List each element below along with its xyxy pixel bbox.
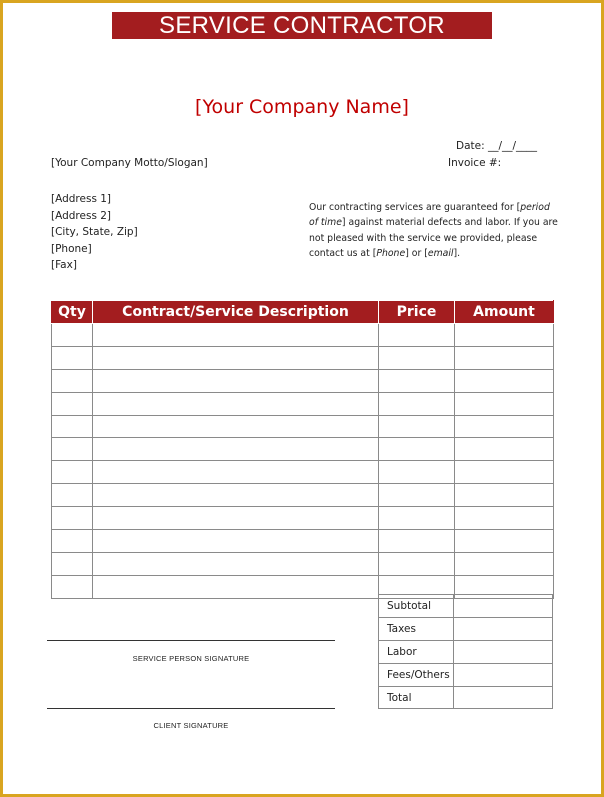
totals-label: Labor bbox=[379, 640, 454, 663]
totals-row bbox=[379, 595, 553, 618]
amount-cell[interactable] bbox=[455, 346, 554, 369]
description-cell[interactable] bbox=[93, 324, 379, 347]
description-cell[interactable] bbox=[93, 461, 379, 484]
price-cell[interactable] bbox=[379, 552, 455, 575]
description-cell[interactable] bbox=[93, 438, 379, 461]
totals-label: Taxes bbox=[379, 617, 454, 640]
totals-table bbox=[378, 594, 553, 709]
table-row bbox=[52, 369, 554, 392]
table-row bbox=[52, 346, 554, 369]
totals-value-cell[interactable] bbox=[454, 595, 553, 618]
guarantee-text: Our contracting services are guaranteed for [period of time] against material defects and labor. If you are not pleased with the service we provided, please contact us at [Phone] or [email]. bbox=[309, 202, 558, 260]
table-row bbox=[52, 324, 554, 347]
amount-cell[interactable] bbox=[455, 530, 554, 553]
amount-cell[interactable] bbox=[455, 438, 554, 461]
amount-cell[interactable] bbox=[455, 324, 554, 347]
header-description: Contract/Service Description bbox=[93, 301, 379, 324]
qty-cell[interactable] bbox=[52, 507, 93, 530]
totals-row bbox=[379, 686, 553, 709]
service-signature-label: SERVICE PERSON SIGNATURE bbox=[132, 654, 250, 663]
header-amount: Amount bbox=[455, 301, 554, 324]
address-city-state-zip: [City, State, Zip] bbox=[51, 226, 138, 239]
price-cell[interactable] bbox=[379, 438, 455, 461]
table-row bbox=[52, 461, 554, 484]
qty-cell[interactable] bbox=[52, 484, 93, 507]
totals-value-cell[interactable] bbox=[454, 640, 553, 663]
client-signature-line[interactable] bbox=[47, 708, 335, 709]
totals-label: Total bbox=[379, 686, 454, 709]
document-title: SERVICE CONTRACTOR INVOICE bbox=[112, 12, 492, 39]
description-cell[interactable] bbox=[93, 369, 379, 392]
table-row bbox=[52, 415, 554, 438]
qty-cell[interactable] bbox=[52, 530, 93, 553]
client-signature-label: CLIENT SIGNATURE bbox=[153, 721, 229, 730]
qty-cell[interactable] bbox=[52, 324, 93, 347]
address-line-1: [Address 1] bbox=[51, 193, 112, 205]
invoice-number-label: Invoice #: bbox=[448, 157, 502, 169]
amount-cell[interactable] bbox=[455, 484, 554, 507]
amount-cell[interactable] bbox=[455, 507, 554, 530]
price-cell[interactable] bbox=[379, 324, 455, 347]
qty-cell[interactable] bbox=[52, 552, 93, 575]
qty-cell[interactable] bbox=[52, 369, 93, 392]
qty-cell[interactable] bbox=[52, 346, 93, 369]
description-cell[interactable] bbox=[93, 507, 379, 530]
guarantee-phone: Phone bbox=[376, 248, 406, 260]
price-cell[interactable] bbox=[379, 484, 455, 507]
description-cell[interactable] bbox=[93, 392, 379, 415]
amount-cell[interactable] bbox=[455, 461, 554, 484]
table-row bbox=[52, 438, 554, 461]
address-phone: [Phone] bbox=[51, 242, 92, 255]
address-line-2: [Address 2] bbox=[51, 209, 112, 222]
service-signature-line[interactable] bbox=[47, 640, 335, 641]
company-motto: [Your Company Motto/Slogan] bbox=[51, 157, 208, 169]
amount-cell[interactable] bbox=[455, 552, 554, 575]
table-row bbox=[52, 507, 554, 530]
description-cell[interactable] bbox=[93, 552, 379, 575]
totals-value-cell[interactable] bbox=[454, 686, 553, 709]
table-row bbox=[52, 392, 554, 415]
price-cell[interactable] bbox=[379, 461, 455, 484]
totals-value-cell[interactable] bbox=[454, 663, 553, 686]
price-cell[interactable] bbox=[379, 507, 455, 530]
totals-row bbox=[379, 663, 553, 686]
amount-cell[interactable] bbox=[455, 392, 554, 415]
qty-cell[interactable] bbox=[52, 461, 93, 484]
table-header-row bbox=[52, 301, 554, 324]
guarantee-email: email bbox=[427, 248, 454, 260]
amount-cell[interactable] bbox=[455, 369, 554, 392]
date-field: Date: __/__/____ bbox=[456, 140, 538, 152]
totals-value-cell[interactable] bbox=[454, 617, 553, 640]
header-price: Price bbox=[379, 301, 455, 324]
description-cell[interactable] bbox=[93, 346, 379, 369]
guarantee-period: period of time bbox=[309, 202, 550, 229]
price-cell[interactable] bbox=[379, 369, 455, 392]
description-cell[interactable] bbox=[93, 415, 379, 438]
table-row bbox=[52, 484, 554, 507]
totals-label: Subtotal bbox=[379, 595, 454, 618]
table-row bbox=[52, 552, 554, 575]
amount-cell[interactable] bbox=[455, 415, 554, 438]
totals-row bbox=[379, 640, 553, 663]
header-qty: Qty bbox=[52, 301, 93, 324]
qty-cell[interactable] bbox=[52, 575, 93, 598]
qty-cell[interactable] bbox=[52, 392, 93, 415]
address-fax: [Fax] bbox=[51, 259, 77, 272]
price-cell[interactable] bbox=[379, 346, 455, 369]
company-name: [Your Company Name] bbox=[195, 96, 409, 118]
qty-cell[interactable] bbox=[52, 415, 93, 438]
price-cell[interactable] bbox=[379, 415, 455, 438]
description-cell[interactable] bbox=[93, 484, 379, 507]
description-cell[interactable] bbox=[93, 530, 379, 553]
description-cell[interactable] bbox=[93, 575, 379, 598]
table-row bbox=[52, 530, 554, 553]
price-cell[interactable] bbox=[379, 392, 455, 415]
totals-row bbox=[379, 617, 553, 640]
totals-label: Fees/Others bbox=[379, 663, 454, 686]
address-block bbox=[51, 191, 138, 274]
price-cell[interactable] bbox=[379, 530, 455, 553]
line-items-table bbox=[51, 300, 554, 599]
qty-cell[interactable] bbox=[52, 438, 93, 461]
